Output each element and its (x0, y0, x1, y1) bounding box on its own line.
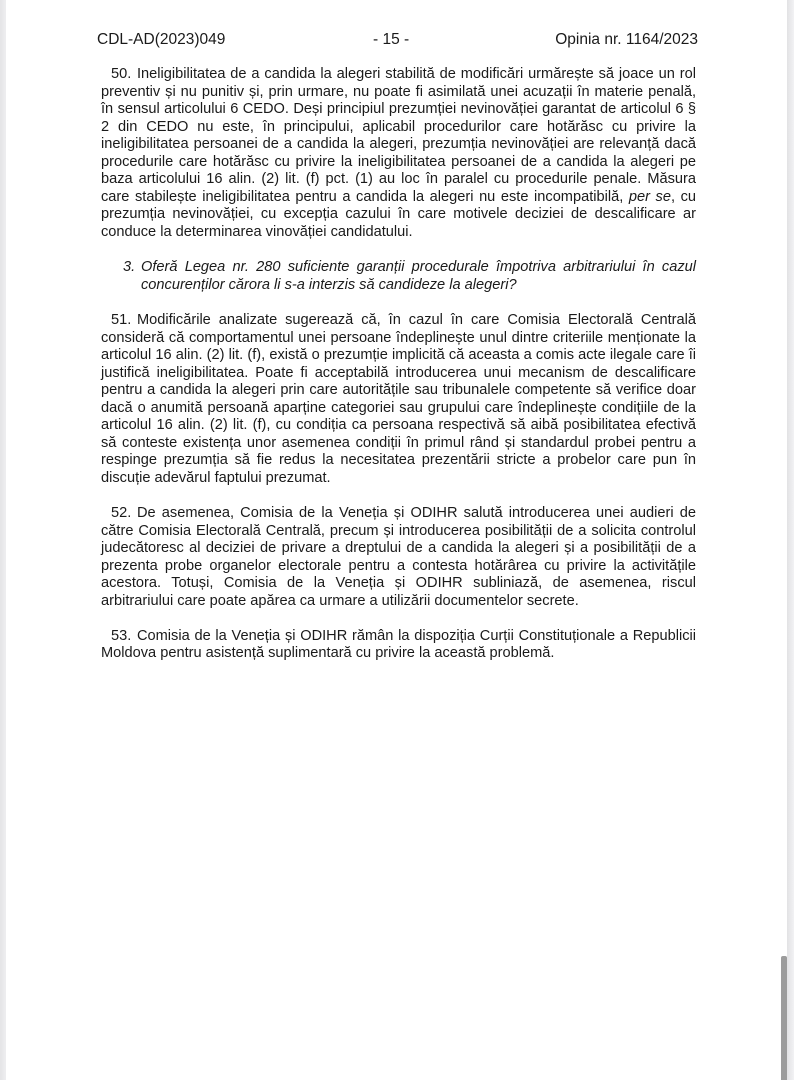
page-left-edge (0, 0, 6, 1080)
paragraph-number: 53. (111, 627, 132, 644)
paragraph-number: 51. (111, 312, 132, 329)
paragraph-text: Ineligibilitatea de a candida la alegeri stabilită de modificări urmărește să joace un rol preventiv și nu punitiv și, prin urmare, nu poate fi asimilată unei acuzații în materie penală, în sensul articolului 6 CEDO. Deși principiul prezumției nevinovăției garantat de articolul 6 § 2 din CEDO nu este, în principului, aplicabil procedurilor care hotărăsc cu privire la ineligibilitatea persoanei de a candida la alegeri, prezumția nevinovăției are relevanță dacă procedurile care hotărăsc cu privire la ineligibilitatea persoanei de a candida la alegeri pe baza articolului 16 alin. (2) lit. (f) pct. (1) au loc în paralel cu procedurile penale. Măsura care stabilește ineligibilitatea pentru a candida la alegeri nu este incompatibilă, (101, 66, 696, 205)
paragraph-number: 50. (111, 66, 132, 82)
paragraph-text-continued: , cu prezumția nevinovăției, cu excepția cazului în care motivele deciziei de descalificare ar conduce la determinarea vinovăției candidatului. (101, 188, 696, 240)
paragraph-number: 52. (111, 505, 132, 522)
paragraph-50 (101, 66, 696, 241)
paragraph-51 (101, 312, 696, 487)
paragraph-53 (101, 628, 696, 663)
paragraph-52 (101, 505, 696, 610)
section-question-3 (101, 259, 696, 294)
question-text: Oferă Legea nr. 280 suficiente garanții procedurale împotriva arbitrariului în cazul concurenților cărora li s-a interzis să candideze la alegeri? (141, 258, 696, 293)
opinion-reference: Opinia nr. 1164/2023 (555, 31, 698, 48)
scrollbar-track[interactable] (787, 0, 794, 1080)
paragraph-text: Comisia de la Veneția și ODIHR rămân la dispoziția Curții Constituționale a Republicii Moldova pentru asistență suplimentară cu privire la această problemă. (101, 627, 696, 662)
paragraph-italic-text: per se (628, 188, 671, 205)
page-number: - 15 - (373, 31, 410, 48)
document-reference: CDL-AD(2023)049 (97, 31, 226, 48)
paragraph-text: De asemenea, Comisia de la Veneția și ODIHR salută introducerea unei audieri de către Comisia Electorală Centrală, precum și introducerea posibilității de a solicita controlul judecătoresc al deciziei de privare a dreptului de a candida la alegeri și a posibilității de a prezenta probe organelor electorale pentru a contesta hotărârea cu privire la activitățile acestora. Totuși, Comisia de la Veneția și ODIHR subliniază, de asemenea, riscul arbitrariului care poate apărea ca urmare a utilizării documentelor secrete. (101, 505, 696, 609)
scrollbar-thumb[interactable] (781, 956, 787, 1080)
document-body (101, 66, 696, 680)
question-number: 3. (123, 258, 136, 275)
page-header (97, 31, 698, 51)
paragraph-text: Modificările analizate sugerează că, în cazul în care Comisia Electorală Centrală consideră că comportamentul unei persoane îndeplinește unul dintre criteriile menționate la articolul 16 alin. (2) lit. (f), există o prezumție implicită că aceasta a comis acte ilegale care îi justifică ineligibilitatea. Poate fi acceptabilă introducerea unui mecanism de descalificare pentru a candida la alegeri prin care autoritățile sau tribunalele competente să verifice doar dacă o anumită persoană aparține categoriei sau grupului care îndeplinește condițiile de la articolul 16 alin. (2) lit. (f), cu condiția ca persoana respectivă să aibă posibilitatea efectivă să conteste existența unor asemenea condiții în primul rând și standardul probei pentru a respinge prezumția să fie redus la necesitatea prezentării stricte a probelor care pun în discuție adevărul faptului prezumat. (101, 312, 696, 486)
